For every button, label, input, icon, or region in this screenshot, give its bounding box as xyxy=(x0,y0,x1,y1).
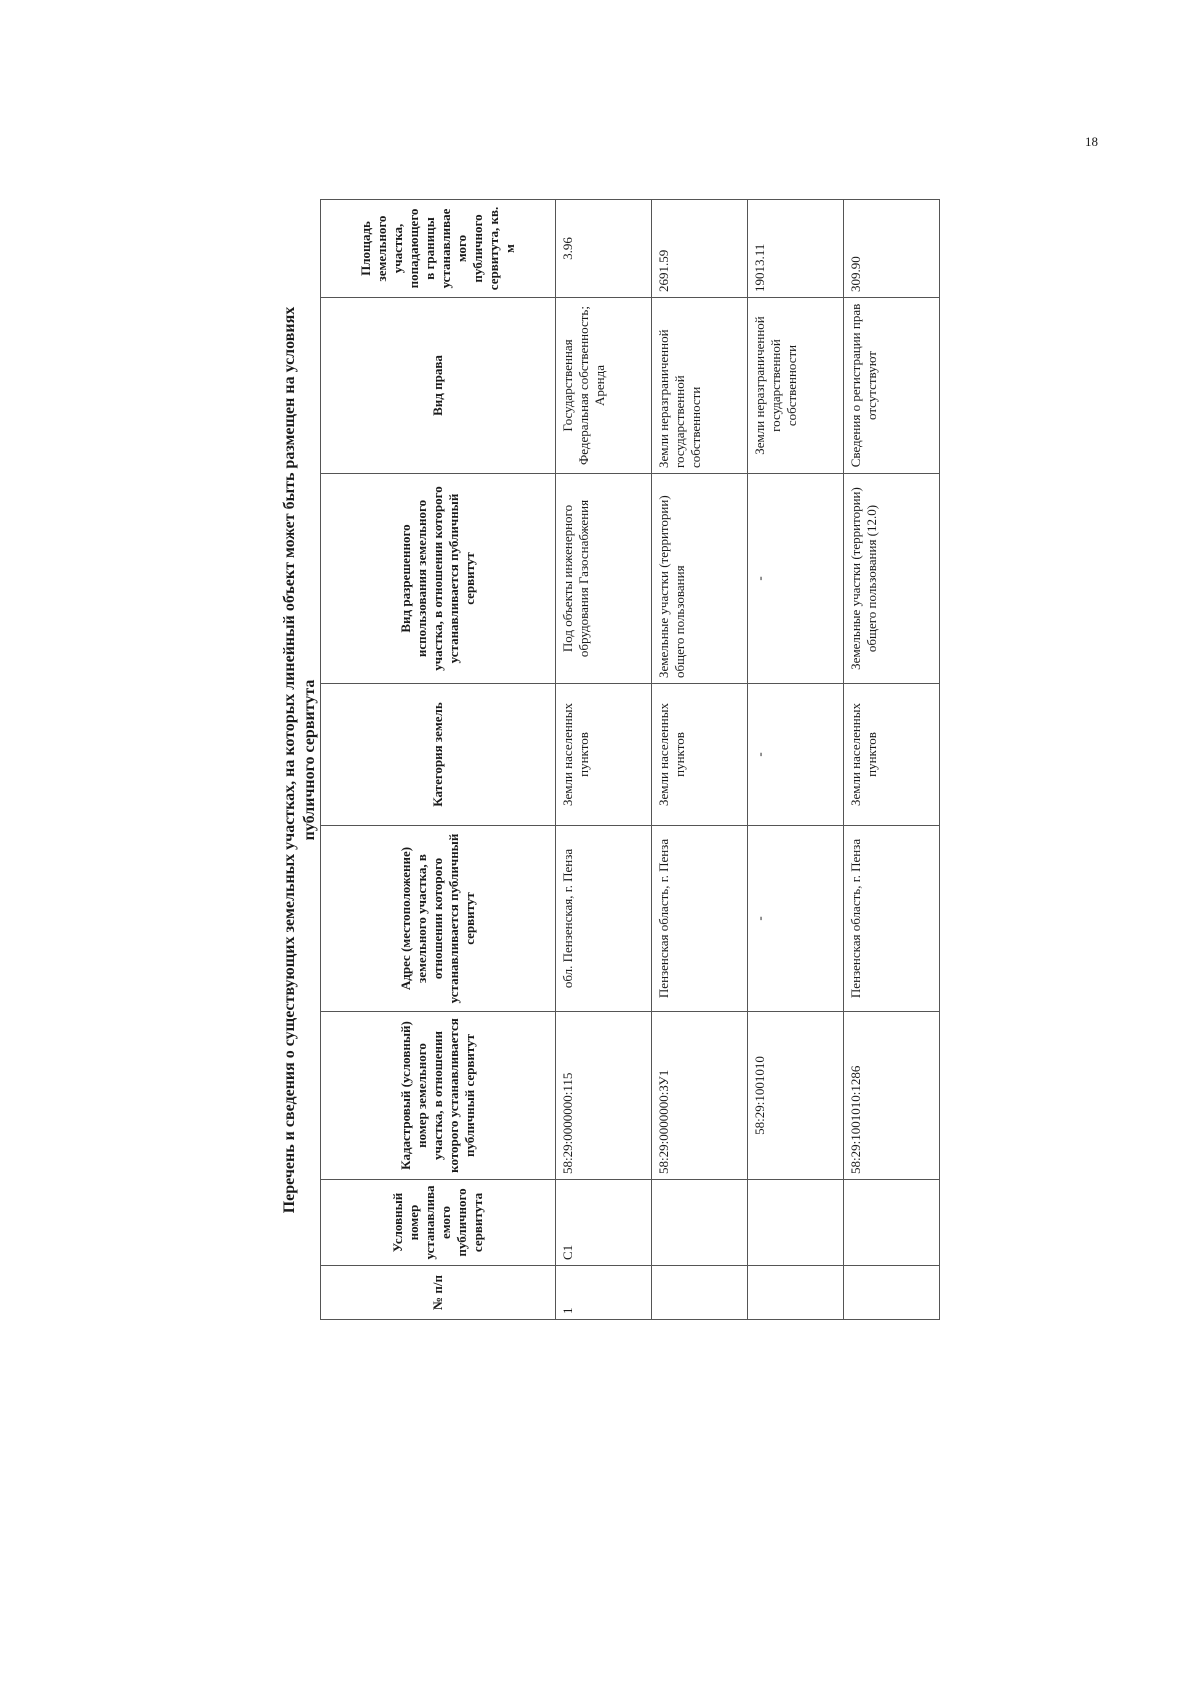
cell-servitude-number: С1 xyxy=(556,1180,652,1266)
cell-num: 1 xyxy=(556,1266,652,1320)
cell-area: 309.90 xyxy=(844,200,940,298)
header-right-type: Вид права xyxy=(321,298,556,474)
table-row xyxy=(652,200,748,1320)
document-title xyxy=(280,200,320,1320)
cell-servitude-number xyxy=(844,1180,940,1266)
rotated-content xyxy=(280,200,940,1320)
cell-right-type: Земли неразграниченной государственной собственности xyxy=(748,298,844,474)
cell-permitted-use: Земельные участки (территории) общего пользования (12.0) xyxy=(844,474,940,684)
cell-right-type: Земли неразграниченной государственной собственности xyxy=(652,298,748,474)
cell-cadastral-number: 58:29:0000000:ЗУ1 xyxy=(652,1012,748,1180)
cell-num xyxy=(748,1266,844,1320)
cell-land-category: Земли населенных пунктов xyxy=(844,684,940,826)
cell-address: Пензенская область, г. Пенза xyxy=(844,826,940,1012)
cell-address: Пензенская область, г. Пенза xyxy=(652,826,748,1012)
header-address: Адрес (местоположение) земельного участка, в отношении которого устанавливается публичный сервитут xyxy=(321,826,556,1012)
table-row xyxy=(844,200,940,1320)
header-cadastral-number: Кадастровый (условный) номер земельного участка, в отношении которого устанавливается публичный сервитут xyxy=(321,1012,556,1180)
table-row xyxy=(556,200,652,1320)
cell-area: 2691.59 xyxy=(652,200,748,298)
title-line-1: Перечень и сведения о существующих земельных участках, на которых линейный объект может быть размещен на условиях xyxy=(281,306,298,1214)
servitude-table xyxy=(320,199,940,1320)
cell-permitted-use: - xyxy=(748,474,844,684)
cell-right-type: Государственная Федеральная собственность; Аренда xyxy=(556,298,652,474)
title-line-2: публичного сервитута xyxy=(301,679,318,841)
cell-num xyxy=(652,1266,748,1320)
cell-cadastral-number: 58:29:1001010 xyxy=(748,1012,844,1180)
table-header-row xyxy=(321,200,556,1320)
page-number: 18 xyxy=(1085,134,1098,149)
cell-area: 3.96 xyxy=(556,200,652,298)
header-num: № п/п xyxy=(321,1266,556,1320)
cell-permitted-use: Земельные участки (территории) общего пользования xyxy=(652,474,748,684)
cell-land-category: Земли населенных пунктов xyxy=(652,684,748,826)
cell-address: - xyxy=(748,826,844,1012)
cell-cadastral-number: 58:29:1001010:1286 xyxy=(844,1012,940,1180)
cell-right-type: Сведения о регистрации прав отсутствуют xyxy=(844,298,940,474)
cell-num xyxy=(844,1266,940,1320)
cell-land-category: Земли населенных пунктов xyxy=(556,684,652,826)
cell-address: обл. Пензенская, г. Пенза xyxy=(556,826,652,1012)
header-land-category: Категория земель xyxy=(321,684,556,826)
header-area: Площадь земельного участка, попадающего в границы устанавливаемого публичного сервитута, кв. м xyxy=(321,200,556,298)
cell-permitted-use: Под объекты инженерного обрудования Газоснабжения xyxy=(556,474,652,684)
cell-area: 19013.11 xyxy=(748,200,844,298)
cell-land-category: - xyxy=(748,684,844,826)
header-servitude-number: Условный номер устанавливаемого публичного сервитута xyxy=(321,1180,556,1266)
table-row xyxy=(748,200,844,1320)
cell-servitude-number xyxy=(748,1180,844,1266)
cell-servitude-number xyxy=(652,1180,748,1266)
header-permitted-use: Вид разрешенного использования земельного участка, в отношении которого устанавливается публичный сервитут xyxy=(321,474,556,684)
cell-cadastral-number: 58:29:0000000:115 xyxy=(556,1012,652,1180)
